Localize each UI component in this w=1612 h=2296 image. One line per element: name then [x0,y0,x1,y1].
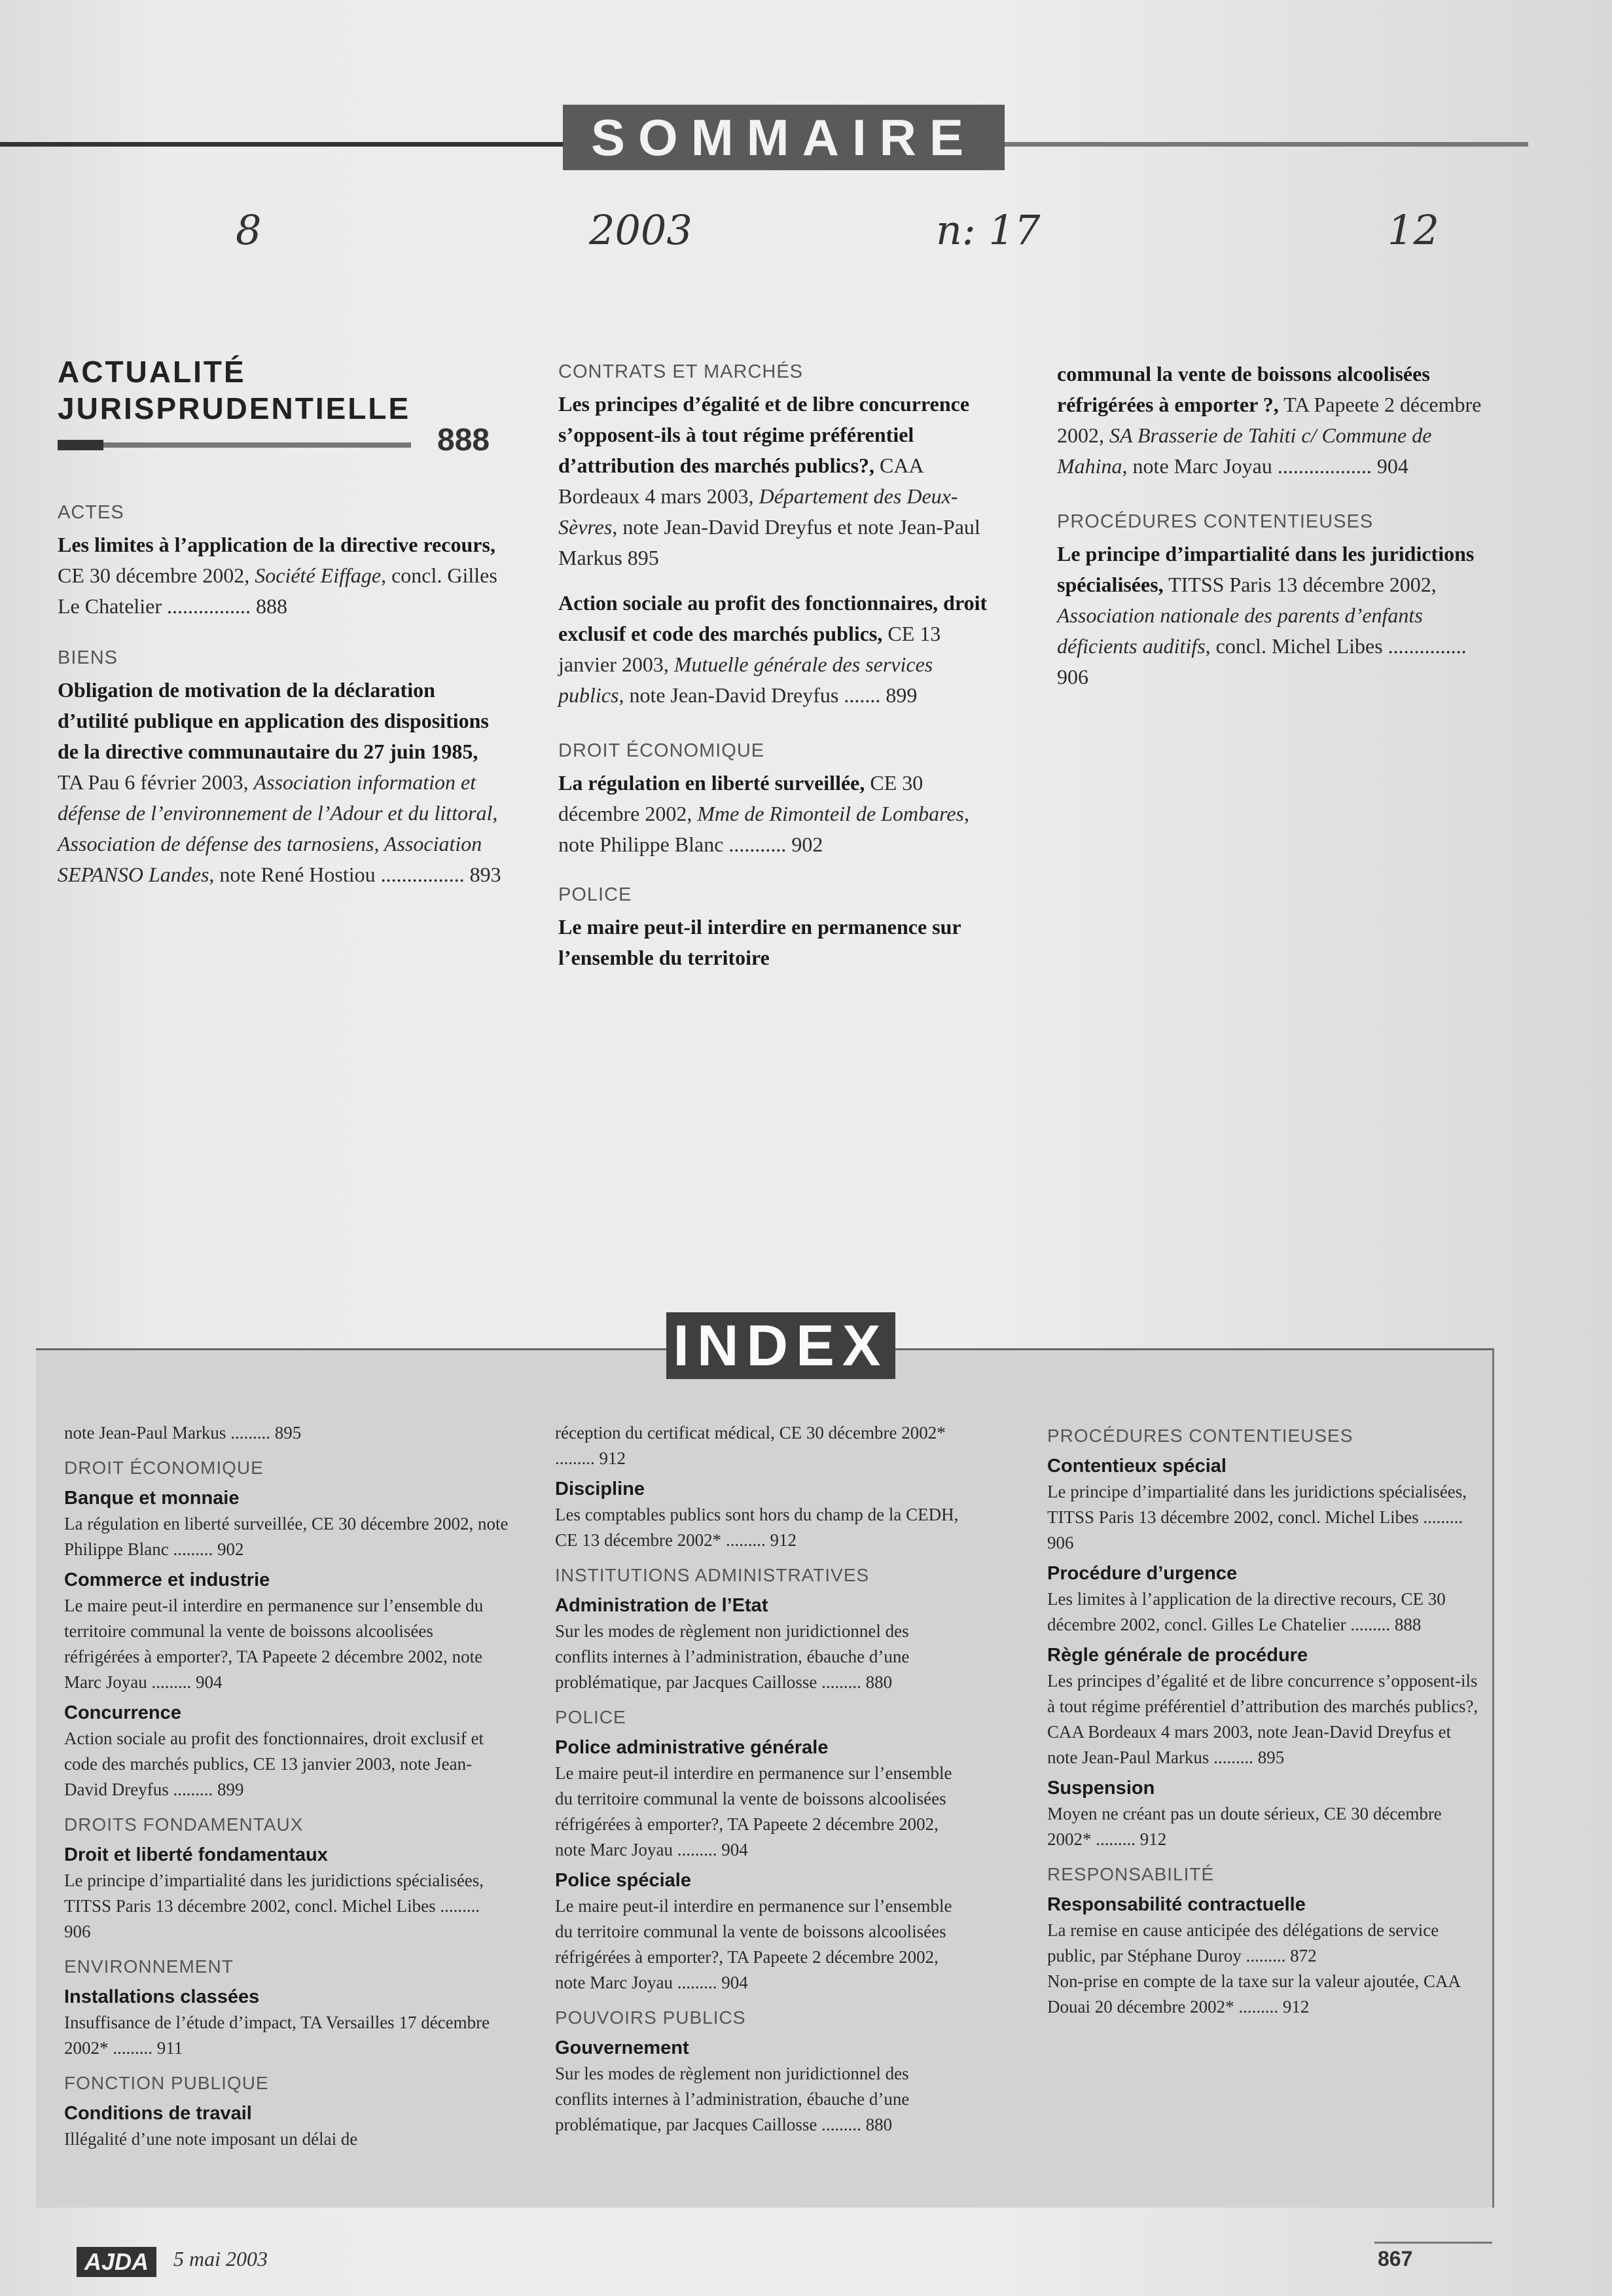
leader-dots: ......... [672,1973,722,1992]
index-entry[interactable] [1047,1587,1479,1638]
entry-page: 899 [886,683,918,707]
page-number: 867 [1378,2247,1413,2270]
index-category: FONCTION PUBLIQUE [64,2073,269,2093]
sommaire-entry[interactable]: Obligation de motivation de la déclaration d’utilité publique en application des dispositions de la directive communautaire du 27 juin 1985, TA Pau 6 février 2003, Association information et défense de l’environnement de l’Adour et du littoral, Association de défense des tarnosiens, Association SEPANSO Landes, note René Hostiou ................ 893 [58,678,501,886]
index-subcategory: Responsabilité contractuelle [1047,1894,1306,1915]
index-entry[interactable] [64,1593,509,1695]
entry-court: TA Papeete 2 décembre 2002, [1057,393,1482,447]
entry-page: 895 [627,546,659,569]
index-entry-page: 902 [217,1539,244,1559]
index-entry-page: 911 [156,2038,183,2058]
sommaire-entry[interactable]: La régulation en liberté surveillée, CE 30 décembre 2002, Mme de Rimonteil de Lombares, note Philippe Blanc ........... 902 [558,771,969,856]
index-subcategory: Banque et monnaie [64,1488,240,1509]
index-entry[interactable] [555,1420,964,1471]
sommaire-entry[interactable]: communal la vente de boissons alcoolisées réfrigérées à emporter ?, TA Papeete 2 décembre 2002, SA Brasserie de Tahiti c/ Commune de Mahina, note Marc Joyau .................. 904 [1057,362,1482,478]
index-entry-text: Sur les modes de règlement non juridictionnel des conflits internes à l’administration, ébauche d’une problématique, par Jacques Caillosse [555,1621,910,1692]
index-subcategory: Gouvernement [555,2037,689,2058]
index-entry[interactable] [1047,1801,1479,1852]
leader-dots: ......... [226,1423,275,1443]
index-column-1 [64,1420,509,2152]
index-entry-page: 906 [1047,1533,1074,1552]
category-label: PROCÉDURES CONTENTIEUSES [1057,511,1374,532]
index-entry-page: 904 [721,1840,748,1859]
index-entry-text: Le principe d’impartialité dans les juridictions spécialisées, TITSS Paris 13 décembre 2002, concl. Michel Libes [64,1871,484,1916]
index-entry-text: La régulation en liberté surveillée, CE 30 décembre 2002, note Philippe Blanc [64,1514,509,1559]
index-subcategory: Contentieux spécial [1047,1456,1227,1477]
entry-title: Le principe d’impartialité dans les juridictions spécialisées, [1057,542,1475,596]
entry-party: Mutuelle générale des services publics [558,653,933,707]
index-category: POLICE [555,1707,626,1727]
entry-page: 893 [469,863,501,886]
entry-title: La régulation en liberté surveillée, [558,771,865,795]
index-entry[interactable] [1047,1479,1479,1556]
entry-party: Département des Deux-Sèvres [558,484,958,539]
index-category: DROIT ÉCONOMIQUE [64,1458,264,1478]
index-entry[interactable] [555,1893,964,1996]
bleed-through [229,288,244,357]
entry-title: Obligation de motivation de la déclaration d’utilité publique en application des dispositions de la directive communautaire du 27 juin 1985, [58,678,489,763]
index-entry[interactable] [64,2010,509,2061]
sommaire-entry[interactable] [558,912,1003,973]
issue-date: 5 mai 2003 [173,2247,268,2270]
section-page-number: 888 [437,423,490,457]
header-rule-right [1005,142,1528,147]
journal-logo: AJDA [77,2247,156,2277]
entry-party: SA Brasserie de Tahiti c/ Commune de Mahina [1057,423,1432,478]
leader-dots: ......... [1418,1507,1463,1527]
index-entry[interactable] [555,2061,964,2138]
index-entry-text: Sur les modes de règlement non juridictionnel des conflits internes à l’administration, ébauche d’une problématique, par Jacques Caillosse [555,2064,910,2134]
index-entry-text: note Jean-Paul Markus [64,1423,226,1443]
sommaire-entry[interactable] [558,389,1003,573]
index-entry-text: Les comptables publics sont hors du champ de la CEDH, CE 13 décembre 2002* [555,1505,959,1550]
sommaire-column-3 [1057,359,1489,692]
index-category: PROCÉDURES CONTENTIEUSES [1047,1426,1353,1446]
index-entry[interactable] [555,1502,964,1553]
index-entry[interactable] [1047,1969,1479,2020]
index-entry[interactable] [555,1619,964,1695]
entry-court: CE 13 janvier 2003, [558,622,941,676]
entry-author: , concl. Gilles Le Chatelier [58,564,497,618]
index-entry-text: Insuffisance de l’étude d’impact, TA Versailles 17 décembre 2002* [64,2013,490,2058]
category-label: DROIT ÉCONOMIQUE [558,740,765,761]
entry-court: CE 30 décembre 2002, [558,771,923,825]
index-column-3 [1047,1414,1479,2020]
section-title-actualite [58,353,410,427]
index-entry-page: 904 [721,1973,748,1992]
index-column-2 [555,1420,964,2138]
index-entry-page: 906 [64,1922,91,1941]
index-subcategory: Installations classées [64,1986,260,2007]
entry-party: Association nationale des parents d’enfants déficients auditifs [1057,603,1423,658]
index-entry[interactable] [64,2126,509,2152]
entry-court: TA Pau 6 février 2003, [58,770,254,794]
entry-title: Les principes d’égalité et de libre concurrence s’opposent-ils à tout régime préférentiel d’attribution des marchés publics?, [558,392,970,477]
index-entry[interactable] [1047,1918,1479,1969]
index-subcategory: Suspension [1047,1778,1155,1799]
sommaire-entry[interactable]: Action sociale au profit des fonctionnaires, droit exclusif et code des marchés publics, CE 13 janvier 2003, Mutuelle générale des services publics, note Jean-David Dreyfus ....... 899 [558,591,988,707]
index-subcategory: Discipline [555,1479,645,1499]
index-entry-text: Le maire peut-il interdire en permanence sur l’ensemble du territoire communal la vente de boissons alcoolisées réfrigérées à emporter?, TA Papeete 2 décembre 2002, note Marc Joyau [555,1763,952,1859]
category-label: CONTRATS ET MARCHÉS [558,361,804,382]
entry-author: , concl. Michel Libes [1205,634,1383,658]
leader-dots: ......... [108,2038,157,2058]
entry-page: 888 [256,594,288,618]
index-subcategory: Commerce et industrie [64,1570,270,1590]
section-rule [58,442,411,448]
leader-dots: ......... [1091,1829,1140,1849]
entry-page: 904 [1376,454,1408,478]
sommaire-banner [563,105,1005,170]
handwritten-note-4: 12 [1388,206,1439,254]
index-entry[interactable] [64,1420,509,1446]
leader-dots: ......... [817,1672,866,1692]
index-entry-page: 895 [274,1423,302,1443]
index-category: INSTITUTIONS ADMINISTRATIVES [555,1565,870,1585]
leader-dots: ......... [1209,1748,1258,1767]
index-entry-text: Action sociale au profit des fonctionnaires, droit exclusif et code des marchés publics, CE 13 janvier 2003, note Jean-David Dreyfus [64,1729,484,1799]
sommaire-column-2 [558,344,1003,973]
leader-dots: ......... [555,1448,600,1468]
entry-title: communal la vente de boissons alcoolisées réfrigérées à emporter ?, [1057,362,1430,416]
leader-dots: ......... [1234,1997,1283,2017]
section-title-line2: JURISPRUDENTIELLE [58,391,411,425]
index-entry-page: 912 [770,1530,797,1550]
index-entry-page: 880 [865,1672,893,1692]
sommaire-column-1 [58,478,503,890]
entry-party: Mme de Rimonteil de Lombares [697,802,964,825]
entry-party: Association information et défense de l’environnement de l’Adour et du littoral, Association de défense des tarnosiens, Association SEPANSO Landes [58,770,498,886]
index-entry-text: Moyen ne créant pas un doute sérieux, CE 30 décembre 2002* [1047,1804,1442,1849]
entry-author: , note Jean-David Dreyfus et note Jean-Paul Markus [558,515,980,569]
index-entry-text: Le maire peut-il interdire en permanence sur l’ensemble du territoire communal la vente de boissons alcoolisées réfrigérées à emporter?, TA Papeete 2 décembre 2002, note Marc Joyau [64,1596,484,1692]
index-entry-page: 895 [1257,1748,1285,1767]
section-rule-accent [58,440,103,450]
index-subcategory: Droit et liberté fondamentaux [64,1844,328,1865]
section-title-line1: ACTUALITÉ [58,355,246,389]
index-subcategory: Conditions de travail [64,2103,252,2124]
category-label: ACTES [58,502,124,523]
index-subcategory: Règle générale de procédure [1047,1645,1308,1666]
entry-page: 902 [791,833,823,856]
index-entry-text: Les limites à l’application de la directive recours, CE 30 décembre 2002, concl. Gilles Le Chatelier [1047,1589,1446,1634]
index-category: ENVIRONNEMENT [64,1956,234,1977]
handwritten-note-2: 2003 [589,206,692,254]
leader-dots: ......... [1241,1946,1291,1965]
leader-dots: ......... [168,1539,217,1559]
index-entry-text: Le maire peut-il interdire en permanence sur l’ensemble du territoire communal la vente de boissons alcoolisées réfrigérées à emporter?, TA Papeete 2 décembre 2002, note Marc Joyau [555,1896,952,1992]
index-entry[interactable] [64,1726,509,1803]
leader-dots: ......... [147,1672,196,1692]
index-banner [666,1312,895,1379]
category-label: BIENS [58,647,118,668]
entry-court: CE 30 décembre 2002, [58,564,255,587]
index-entry[interactable] [64,1868,509,1945]
leader-dots: ......... [435,1896,480,1916]
index-subcategory: Police spéciale [555,1870,691,1891]
entry-court: TITSS Paris 13 décembre 2002, [1163,573,1437,596]
entry-title: Action sociale au profit des fonctionnaires, droit exclusif et code des marchés publics, [558,591,988,645]
leader-dots: ......... [721,1530,770,1550]
footer-rule [1374,2242,1492,2244]
index-entry-text: La remise en cause anticipée des délégations de service public, par Stéphane Duroy [1047,1920,1439,1965]
entry-title: Les limites à l’application de la directive recours, [58,533,495,556]
index-entry-page: 904 [195,1672,223,1692]
entry-court: CAA Bordeaux 4 mars 2003, [558,454,923,508]
leader-dots: ......... [1346,1615,1395,1634]
index-entry[interactable] [555,1761,964,1863]
index-entry-page: 872 [1290,1946,1317,1965]
category-label: POLICE [558,884,632,905]
entry-author: , note Philippe Blanc [558,802,969,856]
index-entry-page: 888 [1394,1615,1422,1634]
index-entry-page: 912 [1282,1997,1310,2017]
index-subcategory: Procédure d’urgence [1047,1563,1238,1584]
handwritten-note-1: 8 [236,206,262,254]
index-entry-text: Non-prise en compte de la taxe sur la valeur ajoutée, CAA Douai 20 décembre 2002* [1047,1971,1460,2017]
header-rule-left [0,142,576,147]
index-entry-text: Les principes d’égalité et de libre concurrence s’opposent-ils à tout régime préférentiel d’attribution des marchés publics?, CAA Bordeaux 4 mars 2003, note Jean-David Dreyfus et note Jean-Paul Markus [1047,1671,1478,1767]
index-entry-text: réception du certificat médical, CE 30 décembre 2002* [555,1423,946,1443]
leader-dots: ......... [672,1840,722,1859]
index-subcategory: Concurrence [64,1702,181,1723]
index-entry-page: 880 [865,2115,893,2134]
index-category: DROITS FONDAMENTAUX [64,1814,304,1835]
index-entry-page: 912 [599,1448,626,1468]
leader-dots: ......... [817,2115,866,2134]
index-title: INDEX [673,1313,889,1378]
entry-page: 906 [1057,665,1088,689]
index-entry[interactable] [64,1511,509,1562]
entry-author: , note René Hostiou [209,863,376,886]
index-subcategory: Police administrative générale [555,1737,829,1758]
sommaire-entry[interactable]: Les limites à l’application de la directive recours, CE 30 décembre 2002, Société Eiffage, concl. Gilles Le Chatelier ................ 888 [58,533,497,618]
entry-party: Société Eiffage [255,564,382,587]
entry-author: , note Jean-David Dreyfus [618,683,839,707]
handwritten-note-3: n: 17 [936,206,1041,254]
index-subcategory: Administration de l’Etat [555,1595,768,1616]
index-entry[interactable] [1047,1668,1479,1770]
index-entry-page: 912 [1139,1829,1167,1849]
entry-title: Le maire peut-il interdire en permanence sur l’ensemble du territoire [558,915,961,969]
index-entry-text: Le principe d’impartialité dans les juridictions spécialisées, TITSS Paris 13 décembre 2002, concl. Michel Libes [1047,1482,1467,1527]
leader-dots: ......... [168,1780,217,1799]
entry-author: , note Marc Joyau [1122,454,1272,478]
index-entry-page: 899 [217,1780,244,1799]
sommaire-title: SOMMAIRE [591,108,976,166]
index-category: POUVOIRS PUBLICS [555,2007,746,2028]
index-entry-text: Illégalité d’une note imposant un délai de [64,2129,358,2149]
sommaire-entry[interactable]: Le principe d’impartialité dans les juridictions spécialisées, TITSS Paris 13 décembre 2002, Association nationale des parents d’enfants déficients auditifs, concl. Michel Libes ............... 906 [1057,542,1475,689]
index-category: RESPONSABILITÉ [1047,1864,1215,1884]
